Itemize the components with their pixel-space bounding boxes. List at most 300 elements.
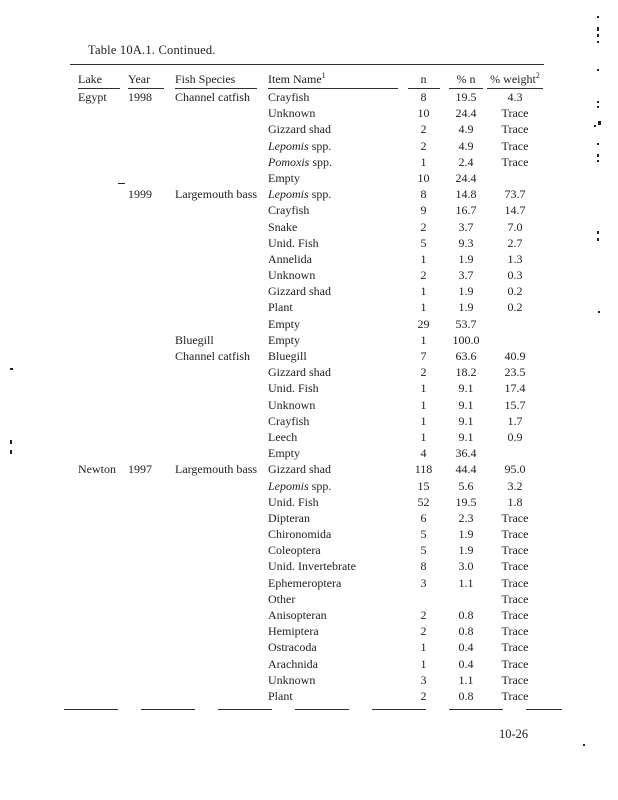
table-row — [70, 413, 544, 429]
cell-fish-species — [166, 380, 259, 396]
cell-year — [120, 121, 166, 137]
cell-pct-weight: 40.9 — [504, 349, 526, 363]
cell-pct-weight: 0.2 — [507, 284, 523, 299]
table-row — [70, 542, 544, 558]
scan-artifact-dot — [597, 238, 599, 241]
scan-artifact-dot — [597, 34, 599, 37]
cell-pct-n: 53.7 — [455, 316, 477, 331]
cell-year — [120, 267, 166, 283]
cell-pct-n: 24.4 — [455, 106, 477, 121]
cell-year — [120, 397, 166, 413]
cell-item-name: Empty — [268, 446, 300, 461]
cell-n — [401, 591, 446, 607]
table-row — [70, 558, 544, 574]
cell-pct-n: 44.4 — [455, 462, 477, 477]
cell-pct-n: 9.1 — [458, 413, 474, 428]
cell-pct-n: 3.7 — [458, 268, 474, 283]
cell-pct-weight: Trace — [501, 688, 529, 703]
table-row — [70, 510, 544, 526]
cell-lake — [70, 413, 120, 429]
cell-n: 6 — [420, 510, 427, 525]
cell-fish-species — [166, 656, 259, 672]
cell-year — [120, 170, 166, 186]
cell-year: 1997 — [128, 462, 152, 477]
cell-fish-species — [166, 478, 259, 494]
cell-item-name: Ostracoda — [268, 640, 317, 655]
cell-fish-species: Channel catfish — [175, 90, 250, 104]
cell-year — [120, 639, 166, 655]
cell-pct-weight: 0.9 — [507, 429, 523, 444]
table-row — [70, 591, 544, 607]
scan-artifact-dot — [10, 440, 12, 444]
cell-n: 118 — [414, 462, 433, 477]
cell-n: 8 — [420, 559, 427, 574]
table-row — [70, 380, 544, 396]
cell-year — [120, 138, 166, 154]
cell-pct-weight: 1.7 — [507, 413, 523, 428]
cell-item-name: Unid. Fish — [268, 235, 319, 250]
scan-artifact-dot — [597, 69, 599, 71]
cell-item-name: Anisopteran — [268, 608, 327, 622]
header-item-name: Item Name$^1$ — [259, 72, 401, 89]
diet-composition-table — [70, 64, 544, 704]
cell-year — [120, 558, 166, 574]
cell-n: 5 — [420, 235, 427, 250]
cell-pct-n: 19.5 — [455, 494, 477, 509]
cell-lake — [70, 267, 120, 283]
table-row — [70, 575, 544, 591]
cell-lake — [70, 170, 120, 186]
table-row — [70, 461, 544, 477]
cell-pct-n: 0.8 — [458, 624, 474, 639]
cell-item-name: Unknown — [268, 397, 316, 412]
cell-n: 5 — [420, 543, 427, 558]
cell-pct-n: 1.9 — [458, 543, 474, 558]
cell-item-name: Gizzard shad — [268, 122, 331, 137]
cell-item-name: Crayfish — [268, 203, 310, 218]
cell-fish-species — [166, 429, 259, 445]
cell-lake — [70, 202, 120, 218]
cell-fish-species — [166, 364, 259, 380]
cell-pct-n: 9.1 — [458, 397, 474, 412]
cell-pct-n — [446, 591, 486, 607]
cell-n: 10 — [417, 170, 430, 185]
cell-year — [120, 105, 166, 121]
cell-fish-species — [166, 138, 259, 154]
cell-pct-n: 9.1 — [458, 381, 474, 396]
cell-pct-weight — [486, 316, 544, 332]
cell-item-name: Unknown — [268, 268, 316, 283]
table-row — [70, 623, 544, 639]
cell-item-name: Gizzard shad — [268, 365, 331, 380]
cell-fish-species — [166, 251, 259, 267]
cell-lake — [70, 186, 120, 202]
cell-item-name: Unid. Invertebrate — [268, 559, 356, 574]
cell-pct-weight: Trace — [501, 608, 529, 622]
cell-year — [120, 478, 166, 494]
cell-pct-weight — [486, 332, 544, 348]
cell-fish-species — [166, 558, 259, 574]
cell-item-name: Lepomis spp. — [268, 187, 332, 202]
cell-year — [120, 445, 166, 461]
table-row — [70, 397, 544, 413]
cell-item-name: Snake — [268, 219, 298, 234]
cell-n: 29 — [417, 316, 430, 331]
cell-year: 1999 — [128, 187, 152, 202]
cell-item-name: Empty — [268, 316, 300, 331]
cell-year — [120, 542, 166, 558]
table-body — [70, 89, 544, 704]
cell-n: 2 — [420, 688, 427, 703]
cell-fish-species — [166, 397, 259, 413]
cell-pct-n: 9.1 — [458, 429, 474, 444]
cell-fish-species — [166, 283, 259, 299]
cell-lake — [70, 299, 120, 315]
header-pct-weight: % weight$^2$ — [486, 72, 544, 89]
cell-lake — [70, 121, 120, 137]
cell-lake — [70, 445, 120, 461]
table-row — [70, 332, 544, 348]
table-row — [70, 235, 544, 251]
cell-pct-n: 0.8 — [458, 688, 474, 703]
cell-n: 10 — [417, 106, 430, 121]
cell-year — [120, 510, 166, 526]
scan-artifact-dot — [597, 27, 599, 31]
cell-pct-weight: 1.8 — [507, 494, 523, 509]
cell-n: 7 — [420, 349, 427, 363]
cell-n: 2 — [420, 608, 427, 622]
cell-year — [120, 591, 166, 607]
cell-item-name: Annelida — [268, 251, 312, 266]
cell-item-name: Ephemeroptera — [268, 575, 342, 590]
cell-fish-species — [166, 526, 259, 542]
scan-artifact-dot — [597, 160, 599, 162]
cell-year — [120, 526, 166, 542]
cell-lake — [70, 688, 120, 704]
cell-fish-species — [166, 672, 259, 688]
table-row — [70, 219, 544, 235]
cell-pct-n: 100.0 — [452, 332, 480, 347]
cell-pct-weight: 0.3 — [507, 268, 523, 283]
cell-lake — [70, 639, 120, 655]
cell-n: 9 — [420, 203, 427, 218]
cell-n: 3 — [420, 672, 427, 687]
table-row — [70, 639, 544, 655]
table-row — [70, 656, 544, 672]
cell-fish-species — [166, 688, 259, 704]
table-title: Table 10A.1. Continued. — [88, 43, 216, 57]
cell-lake — [70, 219, 120, 235]
cell-pct-n: 2.4 — [458, 154, 474, 169]
cell-n: 8 — [420, 90, 427, 104]
cell-item-name: Other — [268, 591, 296, 606]
cell-pct-n: 1.1 — [458, 672, 474, 687]
cell-pct-n: 5.6 — [458, 478, 474, 493]
cell-n: 1 — [420, 429, 427, 444]
table-row — [70, 121, 544, 137]
cell-n: 2 — [420, 122, 427, 137]
cell-year — [120, 623, 166, 639]
cell-year — [120, 413, 166, 429]
cell-lake — [70, 591, 120, 607]
table-row — [70, 170, 544, 186]
cell-fish-species — [166, 413, 259, 429]
table-row — [70, 299, 544, 315]
cell-year — [120, 348, 166, 364]
cell-fish-species — [166, 105, 259, 121]
cell-pct-weight: Trace — [501, 624, 529, 639]
cell-lake: Egypt — [78, 90, 107, 104]
cell-pct-weight: 4.3 — [507, 90, 523, 104]
cell-pct-n: 1.9 — [458, 300, 474, 315]
cell-n: 8 — [420, 187, 427, 202]
cell-fish-species — [166, 202, 259, 218]
cell-item-name: Plant — [268, 688, 293, 703]
table-row — [70, 494, 544, 510]
cell-lake — [70, 526, 120, 542]
header-year: Year — [120, 72, 166, 89]
cell-pct-n: 36.4 — [455, 446, 477, 461]
cell-n: 15 — [417, 478, 430, 493]
cell-n: 52 — [417, 494, 430, 509]
cell-lake — [70, 316, 120, 332]
cell-lake — [70, 558, 120, 574]
cell-item-name: Arachnida — [268, 656, 318, 671]
scan-artifact-dash — [118, 183, 125, 184]
cell-pct-weight: Trace — [501, 154, 529, 169]
header-n: n — [401, 72, 446, 89]
cell-lake — [70, 575, 120, 591]
cell-n: 2 — [420, 138, 427, 153]
cell-pct-weight: Trace — [501, 106, 529, 121]
cell-lake — [70, 283, 120, 299]
cell-year — [120, 251, 166, 267]
table-row — [70, 316, 544, 332]
header-fish-species: Fish Species — [166, 72, 259, 89]
cell-item-name: Coleoptera — [268, 543, 321, 558]
cell-lake — [70, 397, 120, 413]
cell-pct-weight — [486, 170, 544, 186]
table-row — [70, 526, 544, 542]
cell-lake — [70, 656, 120, 672]
cell-lake — [70, 235, 120, 251]
table-row — [70, 283, 544, 299]
cell-item-name: Hemiptera — [268, 624, 319, 639]
cell-item-name: Lepomis spp. — [268, 478, 332, 493]
cell-year — [120, 364, 166, 380]
scan-artifact-dot — [583, 744, 585, 746]
table-row — [70, 429, 544, 445]
cell-year — [120, 494, 166, 510]
cell-pct-n: 3.0 — [458, 559, 474, 574]
scan-artifact-dot — [598, 311, 600, 313]
cell-pct-weight: Trace — [501, 672, 529, 687]
cell-pct-weight: Trace — [501, 640, 529, 655]
cell-n: 3 — [420, 575, 427, 590]
cell-pct-n: 1.9 — [458, 284, 474, 299]
cell-item-name: Gizzard shad — [268, 462, 331, 477]
cell-fish-species — [166, 219, 259, 235]
cell-fish-species — [166, 170, 259, 186]
cell-fish-species — [166, 316, 259, 332]
cell-year — [120, 575, 166, 591]
cell-lake — [70, 429, 120, 445]
table-row — [70, 688, 544, 704]
cell-pct-n: 24.4 — [455, 170, 477, 185]
scan-artifact-dot — [597, 154, 599, 157]
cell-lake — [70, 510, 120, 526]
cell-pct-weight: Trace — [501, 138, 529, 153]
cell-pct-weight: Trace — [501, 575, 529, 590]
scan-artifact-dot — [597, 16, 599, 18]
cell-n: 2 — [420, 268, 427, 283]
scan-artifact-dot — [597, 41, 599, 43]
cell-pct-n: 0.4 — [458, 656, 474, 671]
cell-item-name: Unknown — [268, 106, 316, 121]
scan-artifact-dot — [597, 101, 599, 103]
table-row — [70, 445, 544, 461]
table-header-row — [70, 64, 544, 89]
cell-item-name: Crayfish — [268, 90, 310, 104]
cell-n: 1 — [420, 413, 427, 428]
cell-pct-n: 0.4 — [458, 640, 474, 655]
table-row — [70, 89, 544, 105]
cell-item-name: Unid. Fish — [268, 381, 319, 396]
cell-item-name: Lepomis spp. — [268, 138, 332, 153]
scan-artifact-dot — [597, 106, 599, 108]
cell-n: 1 — [420, 381, 427, 396]
cell-pct-n: 1.9 — [458, 251, 474, 266]
cell-fish-species: Largemouth bass — [175, 462, 258, 477]
scan-artifact-dot — [594, 125, 596, 127]
cell-lake — [70, 380, 120, 396]
cell-n: 5 — [420, 527, 427, 542]
cell-pct-n: 3.7 — [458, 219, 474, 234]
cell-pct-n: 63.6 — [455, 349, 477, 363]
cell-fish-species — [166, 510, 259, 526]
cell-n: 1 — [420, 300, 427, 315]
cell-year — [120, 299, 166, 315]
cell-fish-species — [166, 607, 259, 623]
table-row — [70, 154, 544, 170]
cell-n: 1 — [420, 251, 427, 266]
cell-year — [120, 235, 166, 251]
cell-n: 2 — [420, 624, 427, 639]
cell-year — [120, 656, 166, 672]
cell-year — [120, 283, 166, 299]
cell-n: 4 — [420, 446, 427, 461]
table-row — [70, 672, 544, 688]
cell-year — [120, 380, 166, 396]
table-row — [70, 105, 544, 121]
cell-n: 1 — [420, 154, 427, 169]
cell-year — [120, 202, 166, 218]
table-row — [70, 348, 544, 364]
cell-lake — [70, 154, 120, 170]
cell-pct-weight: 17.4 — [504, 381, 526, 396]
cell-year — [120, 672, 166, 688]
scan-artifact-dot — [597, 143, 599, 145]
cell-lake — [70, 138, 120, 154]
cell-pct-weight: 23.5 — [504, 365, 526, 380]
page-number: 10-26 — [499, 727, 529, 741]
cell-item-name: Empty — [268, 170, 300, 185]
cell-fish-species — [166, 445, 259, 461]
scan-artifact-dot — [10, 368, 13, 370]
cell-pct-n: 14.8 — [455, 187, 477, 202]
cell-lake — [70, 332, 120, 348]
cell-year — [120, 154, 166, 170]
cell-n: 1 — [420, 656, 427, 671]
cell-lake: Newton — [78, 462, 116, 477]
cell-item-name: Leech — [268, 429, 298, 444]
cell-lake — [70, 478, 120, 494]
header-pct-n: % n — [446, 72, 486, 89]
cell-pct-n: 18.2 — [455, 365, 477, 380]
cell-n: 1 — [420, 332, 427, 347]
cell-pct-n: 1.1 — [458, 575, 474, 590]
cell-item-name: Bluegill — [268, 349, 307, 363]
cell-fish-species — [166, 154, 259, 170]
cell-pct-weight: Trace — [501, 122, 529, 137]
cell-year — [120, 429, 166, 445]
cell-pct-weight: 15.7 — [504, 397, 526, 412]
cell-fish-species — [166, 623, 259, 639]
cell-pct-n: 1.9 — [458, 527, 474, 542]
cell-item-name: Unid. Fish — [268, 494, 319, 509]
cell-item-name: Pomoxis spp. — [268, 154, 332, 169]
header-lake: Lake — [70, 72, 120, 89]
cell-fish-species — [166, 235, 259, 251]
cell-year — [120, 332, 166, 348]
cell-pct-weight: Trace — [501, 656, 529, 671]
cell-n: 2 — [420, 219, 427, 234]
table-row — [70, 202, 544, 218]
cell-fish-species — [166, 639, 259, 655]
scan-artifact-dot — [598, 121, 601, 125]
scan-artifact-dot — [597, 231, 599, 234]
cell-pct-weight: Trace — [501, 527, 529, 542]
cell-pct-n: 4.9 — [458, 122, 474, 137]
cell-pct-n: 9.3 — [458, 235, 474, 250]
cell-pct-weight: 1.3 — [507, 251, 523, 266]
cell-pct-weight: Trace — [501, 591, 529, 606]
cell-pct-weight: 3.2 — [507, 478, 523, 493]
table-row — [70, 478, 544, 494]
cell-fish-species — [166, 267, 259, 283]
cell-lake — [70, 623, 120, 639]
cell-item-name: Crayfish — [268, 413, 310, 428]
cell-pct-n: 2.3 — [458, 510, 474, 525]
cell-fish-species — [166, 494, 259, 510]
cell-year — [120, 219, 166, 235]
cell-pct-weight: Trace — [501, 510, 529, 525]
cell-lake — [70, 364, 120, 380]
cell-pct-weight: 0.2 — [507, 300, 523, 315]
cell-pct-n: 19.5 — [455, 90, 477, 104]
cell-lake — [70, 542, 120, 558]
cell-pct-weight: 2.7 — [507, 235, 523, 250]
cell-fish-species — [166, 591, 259, 607]
table-row — [70, 267, 544, 283]
cell-year: 1998 — [128, 90, 152, 104]
cell-pct-n: 16.7 — [455, 203, 477, 218]
cell-lake — [70, 348, 120, 364]
cell-pct-weight: 7.0 — [507, 219, 523, 234]
table-bottom-rule — [64, 709, 562, 710]
cell-pct-weight: 95.0 — [504, 462, 526, 477]
scan-artifact-dot — [10, 450, 12, 454]
